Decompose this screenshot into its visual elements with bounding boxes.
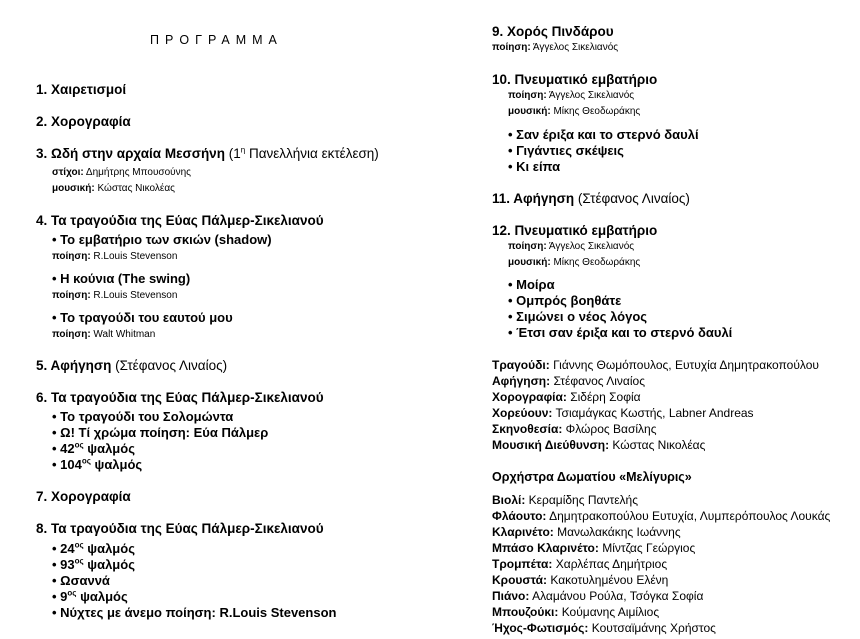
poetry-credit: ποίηση: Walt Whitman <box>52 329 156 340</box>
poetry-credit: ποίηση: Άγγελος Σικελιανός <box>508 241 635 252</box>
orchestra-row: Πιάνο: Αλαμάνου Ρούλα, Τσόγκα Σοφία <box>492 589 704 603</box>
song-item: • $104^{o\varsigma}$ ψαλμός <box>52 456 143 472</box>
song-item: • Το εμβατήριο των σκιών (shadow) <box>52 232 272 247</box>
song-item: • Η κούνια (The swing) <box>52 271 191 286</box>
program-item-2: 2. Χορογραφία <box>36 114 131 129</box>
program-item-8: 8. Τα τραγούδια της Εύας Πάλμερ-Σικελιανού <box>36 521 324 536</box>
orchestra-title: Ορχήστρα Δωματίου «Μελίγυρις» <box>492 470 692 484</box>
song-item: • $42^{o\varsigma}$ ψαλμός <box>52 440 135 456</box>
song-item: • Έτσι σαν έριξα και το στερνό δαυλί <box>508 325 733 340</box>
song-item: • Σιμώνει ο νέος λόγος <box>508 309 648 324</box>
crew-row: Χορογραφία: Σιδέρη Σοφία <box>492 390 641 404</box>
song-item: • Το τραγούδι του Σολομώντα <box>52 409 234 424</box>
program-item-7: 7. Χορογραφία <box>36 489 131 504</box>
poetry-credit: ποίηση: Άγγελος Σικελιανός <box>492 42 619 53</box>
orchestra-row: Φλάουτο: Δημητρακοπούλου Ευτυχία, Λυμπερόπουλος Λουκάς <box>492 509 831 523</box>
program-item-12: 12. Πνευματικό εμβατήριο <box>492 223 658 238</box>
crew-row: Αφήγηση: Στέφανος Λιναίος <box>492 374 645 388</box>
music-credit: μουσική: Μίκης Θεοδωράκης <box>508 257 641 268</box>
orchestra-row: Βιολί: Κεραμίδης Παντελής <box>492 493 638 507</box>
song-item: • Μοίρα <box>508 277 555 292</box>
orchestra-row: Ήχος-Φωτισμός: Κουτσαϊμάνης Χρήστος <box>492 621 716 635</box>
song-item: • Ομπρός βοηθάτε <box>508 293 622 308</box>
program-item-9: 9. Χορός Πινδάρου <box>492 24 614 39</box>
song-item: • Γιγάντιες σκέψεις <box>508 143 624 158</box>
song-item: • $9^{o\varsigma}$ ψαλμός <box>52 588 128 604</box>
lyrics-credit: στίχοι: Δημήτρης Μπουσούνης <box>52 167 191 178</box>
orchestra-row: Μπάσο Κλαρινέτο: Μίντζας Γεώργιος <box>492 541 696 555</box>
program-item-1: 1. Χαιρετισμοί <box>36 82 127 97</box>
orchestra-row: Κλαρινέτο: Μανωλακάκης Ιωάννης <box>492 525 681 539</box>
song-item: • Ωσαννά <box>52 573 110 588</box>
premiere-note: ($1^\eta$ Πανελλήνια εκτέλεση) <box>228 145 379 161</box>
poetry-credit: ποίηση: R.Louis Stevenson <box>52 251 178 262</box>
orchestra-row: Μπουζούκι: Κούμανης Αιμίλιος <box>492 605 660 619</box>
song-item: • Σαν έριξα και το στερνό δαυλί <box>508 127 699 142</box>
program-item-4: 4. Τα τραγούδια της Εύας Πάλμερ-Σικελιανού <box>36 213 324 228</box>
orchestra-row: Κρουστά: Κακοτυλημένου Ελένη <box>492 573 669 587</box>
poetry-credit: ποίηση: R.Louis Stevenson <box>52 290 178 301</box>
crew-row: Τραγούδι: Γιάννης Θωμόπουλος, Ευτυχία Δημητρακοπούλου <box>492 358 819 372</box>
poetry-credit: ποίηση: Άγγελος Σικελιανός <box>508 90 635 101</box>
music-credit: μουσική: Μίκης Θεοδωράκης <box>508 106 641 117</box>
crew-row: Σκηνοθεσία: Φλώρος Βασίλης <box>492 422 657 436</box>
program-item-5: 5. Αφήγηση (Στέφανος Λιναίος) <box>36 358 228 373</box>
program-item-3 <box>36 146 379 161</box>
song-item: • Κι είπα <box>508 159 561 174</box>
song-item: • $93^{o\varsigma}$ ψαλμός <box>52 556 135 572</box>
crew-row: Χορεύουν: Τσιαμάγκας Κωστής, Labner Andreas <box>492 406 754 420</box>
program-item-11: 11. Αφήγηση (Στέφανος Λιναίος) <box>492 191 690 206</box>
program-heading: ΠΡΟΓΡΑΜΜΑ <box>150 33 283 47</box>
song-item: • $24^{o\varsigma}$ ψαλμός <box>52 540 135 556</box>
song-item: • Νύχτες με άνεμο ποίηση: R.Louis Stevenson <box>52 605 337 620</box>
music-credit: μουσική: Κώστας Νικολέας <box>52 183 175 194</box>
item-title: 3. Ωδή στην αρχαία Μεσσήνη <box>36 146 225 161</box>
orchestra-row: Τρομπέτα: Χαρλέπας Δημήτριος <box>492 557 668 571</box>
crew-row: Μουσική Διεύθυνση: Κώστας Νικολέας <box>492 438 706 452</box>
song-item: • Το τραγούδι του εαυτού μου <box>52 310 233 325</box>
song-item: • Ω! Τί χρώμα ποίηση: Εύα Πάλμερ <box>52 425 269 440</box>
program-item-10: 10. Πνευματικό εμβατήριο <box>492 72 658 87</box>
program-item-6: 6. Τα τραγούδια της Εύας Πάλμερ-Σικελιανού <box>36 390 324 405</box>
